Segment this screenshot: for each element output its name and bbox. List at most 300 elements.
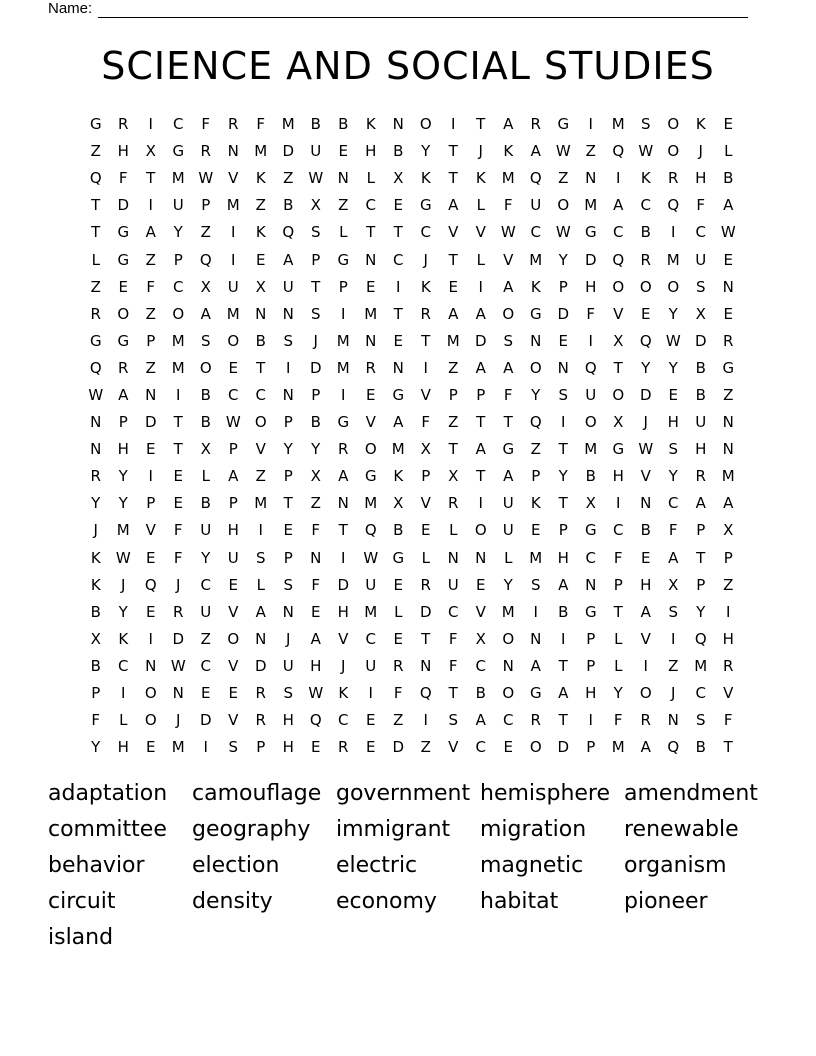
grid-letter: G [392,548,405,567]
grid-letter: O [117,304,130,323]
grid-letter: B [393,142,404,161]
word-bank-item: island [48,925,114,950]
grid-letter: O [254,413,267,432]
grid-letter: Z [283,169,294,188]
grid-letter: X [255,277,266,296]
grid-letter: K [640,169,651,188]
grid-letter: Z [723,575,734,594]
grid-letter: X [613,413,624,432]
grid-letter: P [283,413,293,432]
grid-letter: X [723,521,734,540]
grid-letter: G [337,250,350,269]
grid-letter: C [393,250,404,269]
grid-letter: K [255,169,266,188]
grid-letter: C [503,711,514,730]
grid-letter: N [282,304,294,323]
grid-letter: M [529,250,543,269]
grid-letter: S [503,331,514,350]
grid-letter: I [561,629,566,648]
grid-letter: H [337,602,349,621]
grid-letter: R [255,711,266,730]
grid-letter: Y [421,142,431,161]
grid-letter: F [173,521,183,540]
grid-letter: A [640,738,651,757]
grid-letter: L [91,250,100,269]
grid-row [82,545,742,572]
grid-letter: I [148,629,153,648]
grid-letter: N [420,656,432,675]
grid-letter: T [723,738,733,757]
grid-letter: I [561,413,566,432]
grid-letter: T [311,277,321,296]
grid-letter: D [309,358,322,377]
grid-letter: P [228,494,238,513]
grid-letter: C [200,656,211,675]
grid-letter: I [341,385,346,404]
grid-row [82,734,742,761]
grid-letter: I [396,277,401,296]
grid-letter: Z [90,142,101,161]
grid-letter: F [91,711,101,730]
grid-letter: X [475,629,486,648]
grid-letter: N [530,331,542,350]
grid-letter: U [310,142,322,161]
grid-letter: Y [641,358,651,377]
grid-letter: K [365,115,376,134]
grid-letter: K [90,575,101,594]
grid-letter: N [722,277,734,296]
grid-row [82,436,742,463]
grid-letter: O [144,684,157,703]
grid-letter: H [282,738,294,757]
grid-letter: Z [558,169,569,188]
grid-row [82,517,742,544]
grid-letter: I [368,684,373,703]
grid-letter: T [173,413,183,432]
grid-letter: F [448,629,458,648]
grid-letter: P [696,575,706,594]
grid-letter: I [588,711,593,730]
grid-letter: R [448,494,459,513]
grid-letter: T [476,115,486,134]
grid-letter: D [474,331,487,350]
grid-letter: D [557,738,570,757]
grid-letter: F [311,521,321,540]
grid-row [82,409,742,436]
grid-letter: C [118,656,129,675]
grid-letter: M [666,250,680,269]
grid-letter: M [721,467,735,486]
grid-letter: G [117,250,130,269]
grid-letter: A [393,413,404,432]
grid-letter: F [503,196,513,215]
grid-letter: E [146,440,156,459]
grid-letter: Z [145,358,156,377]
grid-letter: O [584,413,597,432]
grid-letter: E [393,196,403,215]
grid-letter: T [448,250,458,269]
grid-letter: B [475,684,486,703]
grid-letter: R [118,115,129,134]
grid-letter: W [225,413,241,432]
grid-letter: O [502,684,515,703]
grid-letter: U [695,250,707,269]
grid-letter: B [200,494,211,513]
grid-letter: Y [503,575,513,594]
grid-letter: R [640,711,651,730]
grid-letter: E [668,385,678,404]
grid-letter: E [228,684,238,703]
grid-letter: N [337,494,349,513]
grid-letter: G [584,521,597,540]
word-bank-item: immigrant [336,817,451,842]
grid-letter: P [613,575,623,594]
grid-letter: Z [723,385,734,404]
grid-letter: E [421,521,431,540]
grid-letter: I [533,602,538,621]
grid-letter: N [145,656,157,675]
grid-letter: E [283,521,293,540]
grid-letter: Q [667,738,680,757]
grid-letter: B [640,223,651,242]
grid-letter: T [366,223,376,242]
grid-letter: B [310,413,321,432]
grid-letter: B [558,602,569,621]
grid-letter: X [393,169,404,188]
grid-letter: A [310,629,321,648]
grid-letter: I [451,115,456,134]
name-label: Name: [48,0,93,17]
grid-letter: Y [91,494,101,513]
grid-letter: H [365,142,377,161]
grid-letter: C [530,223,541,242]
grid-letter: A [723,494,734,513]
grid-letter: U [585,385,597,404]
grid-row [82,192,742,219]
grid-letter: Y [118,494,128,513]
grid-letter: W [308,684,324,703]
grid-letter: F [668,521,678,540]
grid-letter: A [200,304,211,323]
grid-letter: O [667,277,680,296]
word-bank-item: hemisphere [480,781,611,806]
grid-letter: P [696,521,706,540]
grid-letter: L [339,223,348,242]
grid-letter: C [173,277,184,296]
grid-letter: I [671,629,676,648]
grid-letter: L [614,629,623,648]
grid-letter: N [310,548,322,567]
grid-letter: P [173,250,183,269]
grid-letter: E [311,602,321,621]
grid-letter: N [282,602,294,621]
grid-letter: T [421,331,431,350]
grid-letter: P [558,521,568,540]
grid-letter: Y [668,304,678,323]
grid-letter: Z [90,277,101,296]
grid-letter: U [447,575,459,594]
grid-letter: E [338,142,348,161]
grid-letter: S [695,711,706,730]
grid-letter: K [118,629,129,648]
grid-letter: E [366,711,376,730]
grid-letter: P [311,385,321,404]
grid-letter: I [258,521,263,540]
grid-letter: M [171,169,185,188]
grid-row [82,382,742,409]
grid-letter: L [504,548,513,567]
grid-letter: N [585,169,597,188]
grid-letter: V [365,413,376,432]
grid-letter: Q [144,575,157,594]
grid-letter: D [172,629,185,648]
grid-letter: J [176,711,181,730]
grid-letter: J [643,413,648,432]
grid-letter: I [148,115,153,134]
grid-letter: V [420,385,431,404]
grid-letter: T [558,494,568,513]
grid-letter: F [201,115,211,134]
grid-letter: A [530,142,541,161]
word-bank-item: amendment [624,781,758,806]
grid-letter: W [115,548,131,567]
grid-letter: R [640,250,651,269]
grid-letter: N [667,711,679,730]
grid-letter: H [695,169,707,188]
grid-letter: C [613,521,624,540]
grid-letter: G [89,331,102,350]
grid-letter: G [584,223,597,242]
grid-letter: O [172,304,185,323]
grid-letter: Y [91,738,101,757]
grid-letter: P [558,277,568,296]
grid-letter: H [585,684,597,703]
grid-letter: M [336,358,350,377]
grid-letter: P [91,684,101,703]
grid-letter: L [724,142,733,161]
grid-letter: Z [448,358,459,377]
grid-letter: O [502,304,515,323]
word-bank-item: electric [336,853,418,878]
grid-letter: F [421,413,431,432]
grid-letter: K [503,142,514,161]
grid-letter: J [341,656,346,675]
grid-row [82,572,742,599]
grid-letter: C [668,494,679,513]
grid-letter: W [665,331,681,350]
grid-letter: S [668,440,679,459]
grid-letter: R [420,304,431,323]
grid-letter: E [503,738,513,757]
grid-letter: R [90,304,101,323]
grid-letter: Z [448,413,459,432]
grid-letter: O [227,331,240,350]
grid-letter: Q [364,521,377,540]
grid-letter: T [338,521,348,540]
grid-letter: P [723,548,733,567]
grid-letter: Z [310,494,321,513]
grid-letter: R [338,738,349,757]
grid-letter: L [119,711,128,730]
grid-letter: P [228,440,238,459]
grid-letter: T [283,494,293,513]
grid-letter: S [640,115,651,134]
grid-letter: M [254,494,268,513]
grid-letter: K [393,467,404,486]
grid-letter: E [723,304,733,323]
grid-letter: A [503,358,514,377]
grid-letter: A [283,250,294,269]
grid-letter: G [392,385,405,404]
grid-letter: H [310,656,322,675]
grid-letter: O [529,358,542,377]
grid-letter: T [146,169,156,188]
grid-letter: M [171,331,185,350]
grid-letter: D [144,413,157,432]
grid-letter: G [612,440,625,459]
word-bank-item: magnetic [480,853,584,878]
grid-letter: V [338,629,349,648]
grid-letter: T [558,656,568,675]
grid-letter: T [421,629,431,648]
grid-letter: U [172,196,184,215]
grid-letter: C [420,223,431,242]
letter-grid [82,111,742,761]
grid-letter: P [448,385,458,404]
grid-letter: B [393,521,404,540]
grid-letter: G [529,684,542,703]
grid-letter: K [255,223,266,242]
grid-letter: E [366,385,376,404]
grid-letter: R [723,656,734,675]
grid-letter: R [173,602,184,621]
grid-letter: F [696,196,706,215]
grid-letter: N [227,142,239,161]
page-title: SCIENCE AND SOCIAL STUDIES [101,44,715,88]
grid-letter: G [722,358,735,377]
grid-letter: E [723,250,733,269]
grid-letter: B [695,738,706,757]
grid-letter: P [586,629,596,648]
grid-letter: T [503,413,513,432]
grid-letter: B [585,467,596,486]
grid-letter: Z [585,142,596,161]
grid-letter: B [310,115,321,134]
grid-letter: T [256,358,266,377]
grid-letter: R [420,575,431,594]
grid-letter: C [695,684,706,703]
grid-row [82,328,742,355]
grid-letter: I [341,548,346,567]
grid-letter: E [723,115,733,134]
grid-letter: O [419,115,432,134]
grid-letter: N [722,440,734,459]
grid-letter: L [201,467,210,486]
grid-letter: U [530,196,542,215]
grid-letter: M [611,738,625,757]
grid-letter: E [228,575,238,594]
grid-letter: E [201,684,211,703]
grid-letter: C [640,196,651,215]
grid-letter: E [118,277,128,296]
grid-letter: J [286,629,291,648]
grid-letter: J [313,331,318,350]
grid-letter: N [392,115,404,134]
grid-letter: M [254,142,268,161]
grid-letter: Q [612,250,625,269]
grid-letter: I [176,385,181,404]
grid-letter: P [421,467,431,486]
grid-letter: Q [199,250,212,269]
grid-letter: I [423,358,428,377]
grid-letter: V [255,440,266,459]
grid-letter: R [695,467,706,486]
grid-letter: V [145,521,156,540]
grid-letter: I [148,196,153,215]
grid-letter: C [613,223,624,242]
grid-letter: A [668,548,679,567]
grid-letter: L [421,548,430,567]
grid-letter: N [447,548,459,567]
grid-letter: G [172,142,185,161]
grid-letter: P [283,548,293,567]
grid-letter: M [364,494,378,513]
grid-letter: G [337,413,350,432]
grid-letter: N [282,385,294,404]
grid-letter: C [173,115,184,134]
grid-letter: I [121,684,126,703]
grid-letter: O [667,142,680,161]
grid-letter: A [475,358,486,377]
grid-letter: D [584,250,597,269]
grid-letter: G [529,304,542,323]
grid-letter: V [228,602,239,621]
grid-letter: T [558,711,568,730]
grid-letter: S [310,223,321,242]
grid-letter: N [640,494,652,513]
grid-letter: I [203,738,208,757]
grid-letter: H [117,142,129,161]
grid-letter: Q [309,711,322,730]
grid-letter: N [502,656,514,675]
grid-letter: Y [613,684,623,703]
grid-letter: E [146,738,156,757]
grid-letter: J [423,250,428,269]
grid-row [82,138,742,165]
grid-letter: D [117,196,130,215]
grid-letter: Q [419,684,432,703]
grid-letter: Z [420,738,431,757]
grid-letter: N [392,358,404,377]
grid-letter: Y [558,250,568,269]
grid-letter: W [555,142,571,161]
grid-letter: E [146,602,156,621]
grid-letter: E [641,304,651,323]
grid-letter: T [613,602,623,621]
grid-letter: R [90,467,101,486]
grid-letter: P [146,494,156,513]
grid-letter: C [475,738,486,757]
grid-letter: W [720,223,736,242]
grid-letter: A [695,494,706,513]
name-field[interactable] [48,0,748,18]
grid-letter: U [227,548,239,567]
grid-letter: U [365,575,377,594]
grid-letter: B [695,385,706,404]
grid-letter: Q [529,169,542,188]
grid-row [82,707,742,734]
grid-letter: T [91,223,101,242]
